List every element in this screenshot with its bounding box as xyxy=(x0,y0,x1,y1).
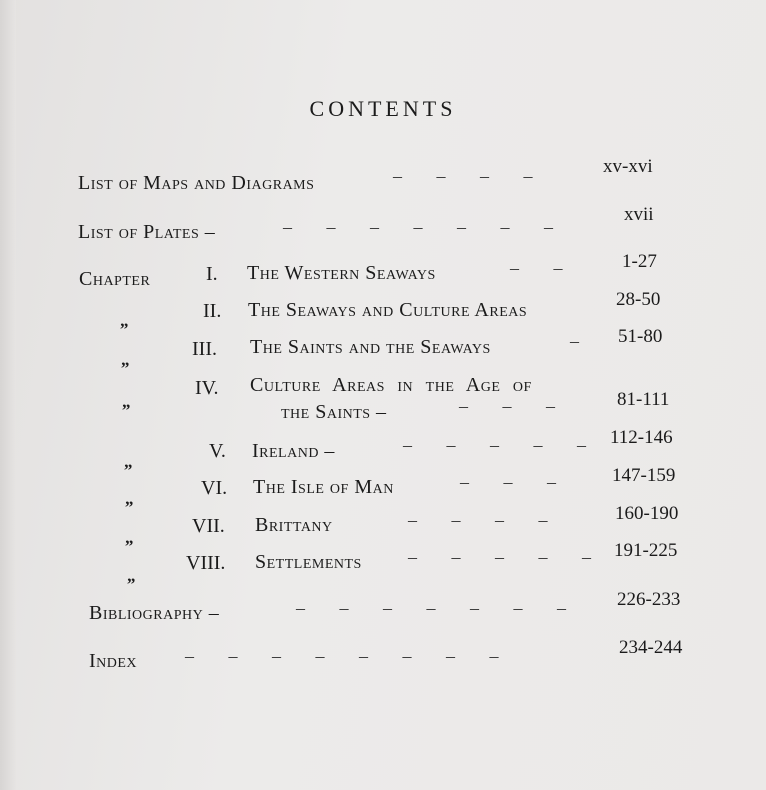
entry-label: The Isle of Man xyxy=(253,476,394,498)
leader-dashes: – – xyxy=(510,258,563,278)
page-range: 51-80 xyxy=(618,326,663,347)
chapter-numeral: VII. xyxy=(192,515,225,537)
entry-label: Ireland – xyxy=(252,440,335,462)
chapter-numeral: V. xyxy=(209,440,226,462)
chapter-numeral: VI. xyxy=(201,477,228,499)
entry-label: The Western Seaways xyxy=(247,262,436,284)
page-range: xv-xvi xyxy=(603,156,653,177)
entry-label: The Saints and the Seaways xyxy=(250,336,491,358)
leader-dashes: – – – xyxy=(460,472,556,492)
entry-label: Brittany xyxy=(255,514,333,536)
ditto-mark: „ xyxy=(125,489,135,508)
leader-dashes: – – – – – – – xyxy=(296,598,566,618)
ditto-mark: „ xyxy=(121,350,131,369)
entry-label: Settlements xyxy=(255,551,362,573)
entry-label: The Seaways and Culture Areas xyxy=(248,299,528,321)
entry-label-continued: the Saints – xyxy=(281,401,387,423)
chapter-numeral: II. xyxy=(203,300,222,322)
leader-dashes: – – – – – xyxy=(403,435,586,455)
ditto-mark: „ xyxy=(127,566,137,585)
leader-dashes: – – – – – – – xyxy=(283,217,553,237)
page-range: 112-146 xyxy=(610,427,673,448)
entry-label: Culture Areas in the Age of xyxy=(250,374,532,396)
page-range: 226-233 xyxy=(617,589,681,610)
leader-dashes: – – – – – – – – xyxy=(185,646,499,666)
page-range: 191-225 xyxy=(614,540,678,561)
leader-dashes: – – – – xyxy=(408,510,548,530)
entry-label: Bibliography – xyxy=(89,602,220,624)
entry-label: List of Maps and Diagrams xyxy=(78,172,315,194)
chapter-numeral: I. xyxy=(206,263,218,285)
page-range: 147-159 xyxy=(612,465,676,486)
chapter-numeral: III. xyxy=(192,338,217,360)
entry-label: Index xyxy=(89,650,138,672)
ditto-mark: „ xyxy=(122,392,132,411)
ditto-mark: „ xyxy=(125,528,135,547)
leader-dashes: – xyxy=(570,331,579,351)
leader-dashes: – – – – xyxy=(393,166,533,186)
ditto-mark: „ xyxy=(124,452,134,471)
leader-dashes: – – – – – xyxy=(408,547,591,567)
chapter-numeral: VIII. xyxy=(186,552,226,574)
entry-label: List of Plates – xyxy=(78,221,216,243)
page-range: 81-111 xyxy=(617,389,670,410)
page-range: 28-50 xyxy=(616,289,661,310)
leader-dashes: – – – xyxy=(459,396,555,416)
page-range: 234-244 xyxy=(619,637,683,658)
page-range: xvii xyxy=(624,204,654,225)
contents-heading: CONTENTS xyxy=(309,96,457,121)
chapter-numeral: IV. xyxy=(195,377,219,399)
page-range: 160-190 xyxy=(615,503,679,524)
ditto-mark: „ xyxy=(120,311,130,330)
page-range: 1-27 xyxy=(622,251,657,272)
chapter-prefix: Chapter xyxy=(79,268,151,290)
